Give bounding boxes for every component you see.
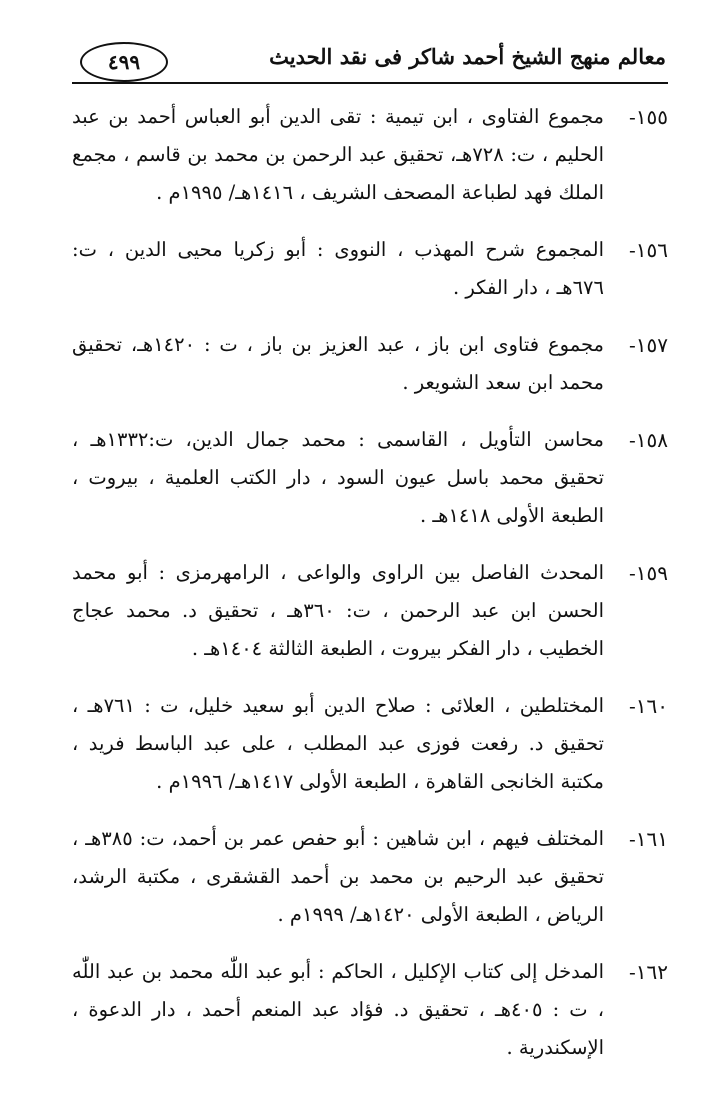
entry-text: المجموع شرح المهذب ، النووى : أبو زكريا محيى الدين ، ت: ٦٧٦هـ ، دار الفكر . [72,238,604,299]
entry-text: المدخل إلى كتاب الإكليل ، الحاكم : أبو عبد اللّٰه محمد بن عبد اللّٰه ، ت : ٤٠٥هـ ، تحقيق د. فؤاد عبد المنعم أحمد ، دار الدعوة ، الإسكندرية . [72,960,604,1059]
bibliography-entry [72,953,668,1067]
entry-number: ١٥٦- [629,238,668,262]
bibliography-entry [72,687,668,801]
bibliography-entry [72,554,668,668]
entry-text: مجموع فتاوى ابن باز ، عبد العزيز بن باز ، ت : ١٤٢٠هـ، تحقيق محمد ابن سعد الشويعر . [72,333,604,394]
entry-number: ١٥٧- [629,333,668,357]
entry-text: محاسن التأويل ، القاسمى : محمد جمال الدين، ت:١٣٣٢هـ ، تحقيق محمد باسل عيون السود ، دار الكتب العلمية ، بيروت ، الطبعة الأولى ١٤١٨هـ . [72,428,604,527]
bibliography-entry [72,326,668,402]
entry-number: ١٦٢- [629,960,668,984]
entry-text: مجموع الفتاوى ، ابن تيمية : تقى الدين أبو العباس أحمد بن عبد الحليم ، ت: ٧٢٨هـ، تحقيق عبد الرحمن بن محمد بن قاسم ، مجمع الملك فهد لطباعة المصحف الشريف ، ١٤١٦هـ/ ١٩٩٥م . [72,105,604,204]
page-header [72,30,668,84]
bibliography-entry [72,231,668,307]
bibliography-entry [72,820,668,934]
entry-text: المختلطين ، العلائى : صلاح الدين أبو سعيد خليل، ت : ٧٦١هـ ، تحقيق د. رفعت فوزى عبد المطلب ، على عبد الباسط فريد ، مكتبة الخانجى القاهرة ، الطبعة الأولى ١٤١٧هـ/ ١٩٩٦م . [72,694,604,793]
entry-number: ١٥٨- [629,428,668,452]
page-number-oval: ٤٩٩ [80,42,168,82]
running-title: معالم منهج الشيخ أحمد شاكر فى نقد الحديث [269,44,666,69]
bibliography-entry [72,98,668,212]
entry-text: المحدث الفاصل بين الراوى والواعى ، الرامهرمزى : أبو محمد الحسن ابن عبد الرحمن ، ت: ٣٦٠هـ ، تحقيق د. محمد عجاج الخطيب ، دار الفكر بيروت ، الطبعة الثالثة ١٤٠٤هـ . [72,561,604,660]
entry-number: ١٥٥- [629,105,668,129]
entry-number: ١٦١- [629,827,668,851]
entry-number: ١٥٩- [629,561,668,585]
bibliography-entry [72,421,668,535]
entry-number: ١٦٠- [629,694,668,718]
bibliography-list [72,98,668,1086]
entry-text: المختلف فيهم ، ابن شاهين : أبو حفص عمر بن أحمد، ت: ٣٨٥هـ ، تحقيق عبد الرحيم بن محمد بن أحمد القشقرى ، مكتبة الرشد، الرياض ، الطبعة الأولى ١٤٢٠هـ/ ١٩٩٩م . [72,827,604,926]
